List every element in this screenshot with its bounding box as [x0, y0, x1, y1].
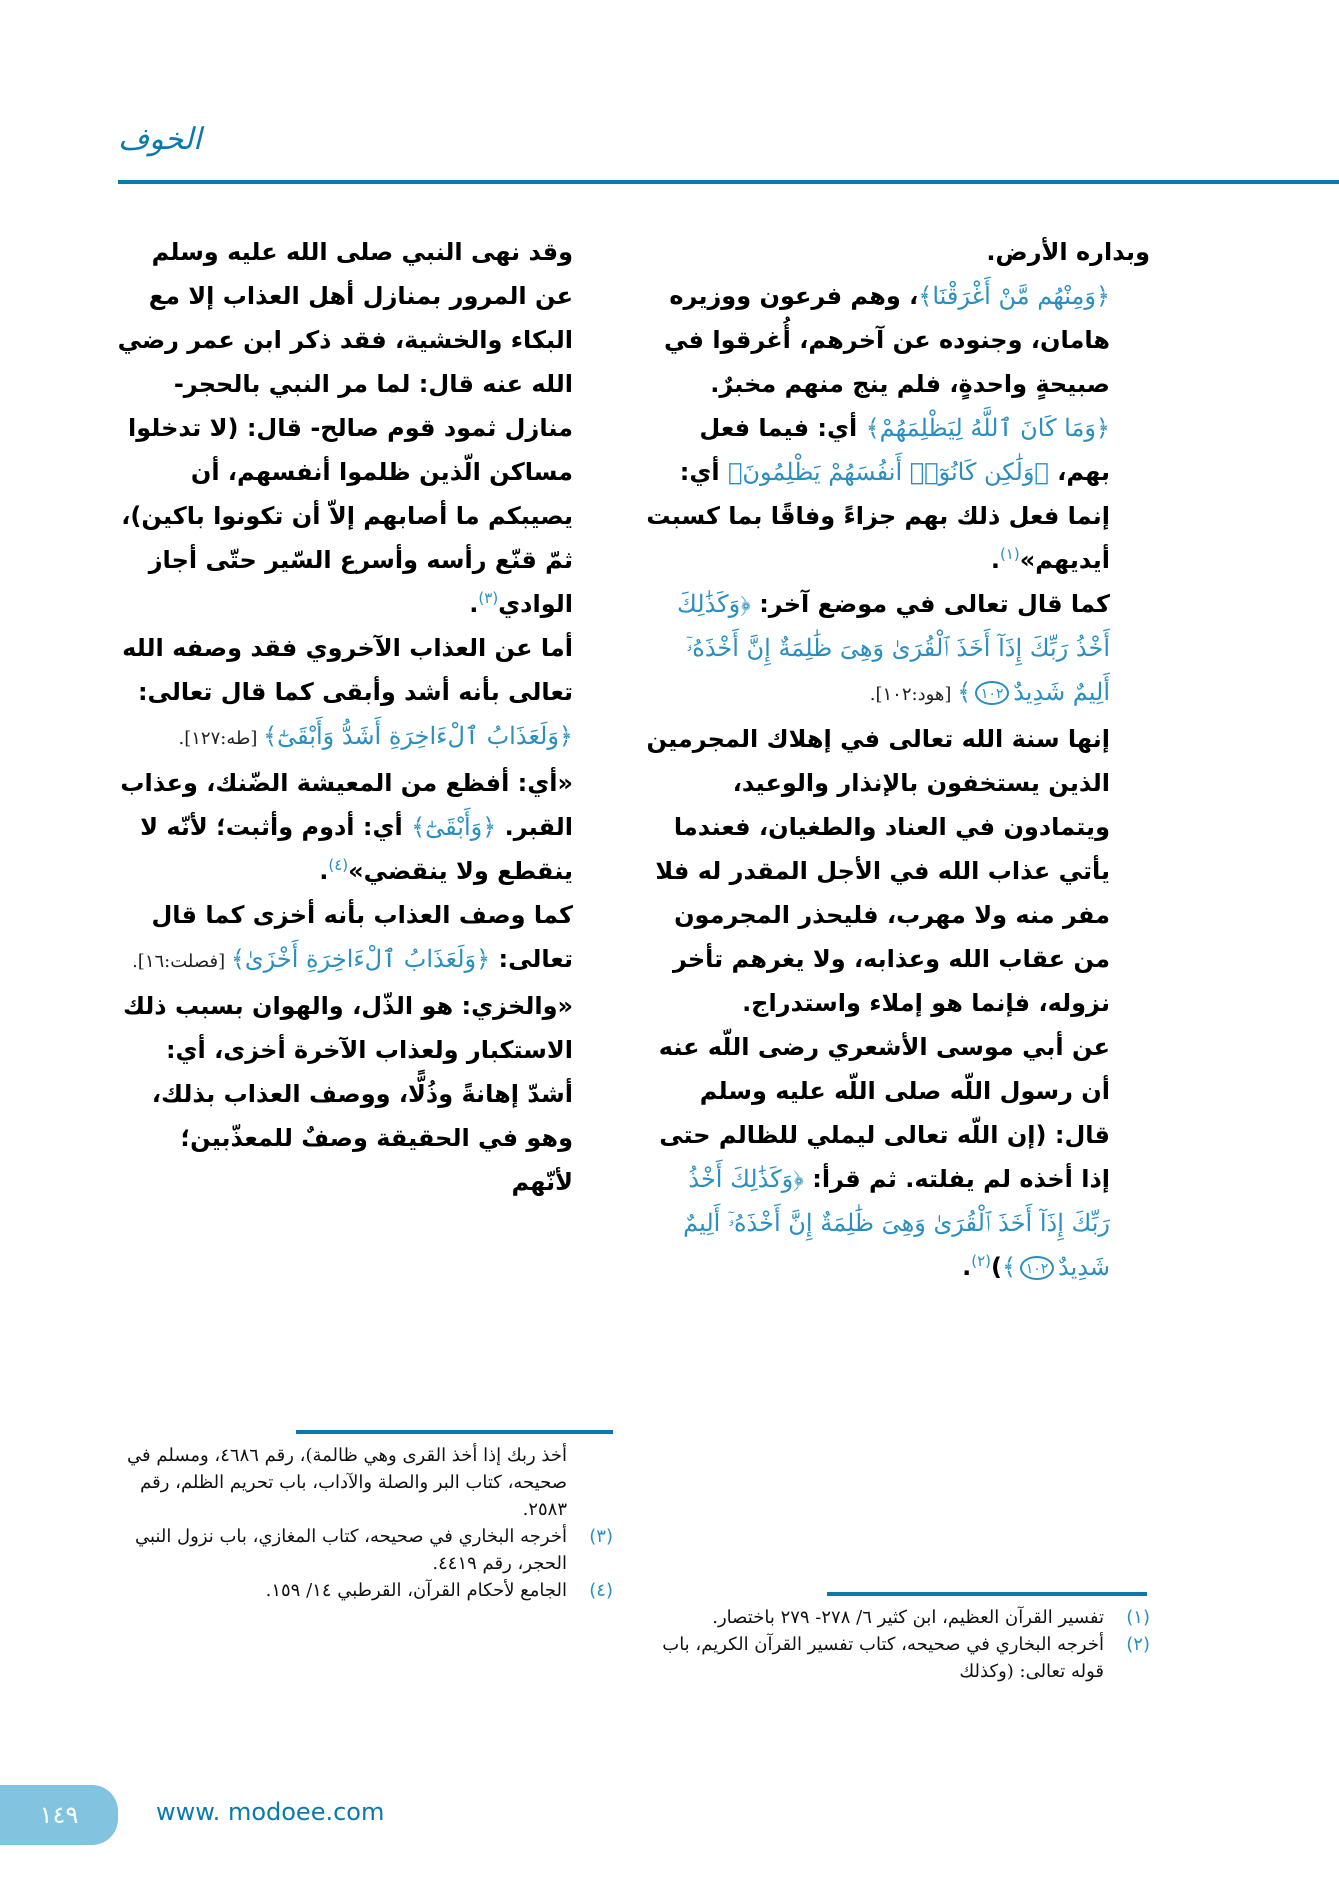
- quran-bracket: ﴾: [1001, 1253, 1017, 1281]
- footnote: [116, 1577, 613, 1604]
- footnotes-left: [116, 1442, 613, 1604]
- paragraph-text: إنها سنة الله تعالى في إهلاك المجرمين الذين يستخفون بالإنذار والوعيد، ويتمادون في العناد والطغيان، فعندما يأتي عذاب الله في الأجل المقدر له فلا مفر منه ولا مهرب، فليحذر المجرمون من عقاب الله وعذابه، ولا يغرهم تأخر نزوله، فإنما هو إملاء واستدراج.: [646, 725, 1110, 1017]
- footnote-number: (٢): [1126, 1634, 1150, 1655]
- ayah-number-icon: ١٠٢: [1020, 1256, 1054, 1280]
- paragraph-end: .: [319, 857, 329, 885]
- footnote-continuation: [116, 1442, 613, 1523]
- paragraph: [645, 582, 1150, 717]
- paragraph-text: أما عن العذاب الآخروي فقد وصفه الله تعالى بأنه أشد وأبقى كما قال تعالى:: [122, 634, 573, 706]
- footnote: [116, 1523, 613, 1577]
- footnote-number: (٣): [589, 1526, 613, 1547]
- left-column: [116, 230, 613, 1204]
- footnote-rule-left: [296, 1430, 613, 1434]
- quran-verse: ﴿وَمِنْهُم مَّنْ أَغْرَقْنَا﴾: [918, 282, 1110, 310]
- closing-paren: ): [990, 1253, 1002, 1281]
- right-column: [645, 230, 1150, 1289]
- paragraph: [645, 717, 1150, 1025]
- quran-verse: ﴿وَكَذَٰلِكَ أَخْذُ رَبِّكَ إِذَآ أَخَذَ ٱلْقُرَىٰ وَهِىَ ظَٰلِمَةٌ إِنَّ أَخْذَهُۥٓ أَلِيمٌ شَدِيدٌ: [683, 1165, 1110, 1281]
- footnote-text: الجامع لأحكام القرآن، القرطبي ١٤/ ١٥٩.: [265, 1580, 567, 1601]
- paragraph: [645, 274, 1150, 406]
- footnote-text: أخرجه البخاري في صحيحه، كتاب المغازي، باب نزول النبي الحجر، رقم ٤٤١٩.: [134, 1526, 567, 1574]
- paragraph-text: «أي: أفظع من المعيشة الضّنك، وعذاب القبر.: [120, 769, 573, 841]
- footnote-number: (٤): [589, 1580, 613, 1601]
- paragraph: [116, 230, 613, 626]
- surah-reference: [فصلت:١٦].: [132, 951, 231, 972]
- quran-verse: ﴿وَلَعَذَابُ ٱلْءَاخِرَةِ أَخْزَىٰ﴾: [230, 945, 491, 973]
- footnote-ref[interactable]: (١): [999, 545, 1020, 563]
- paragraph-text: وبداره الأرض.: [986, 238, 1150, 266]
- paragraph-end: .: [469, 590, 479, 618]
- footnote-text: أخذ ربك إذا أخذ القرى وهي ظالمة)، رقم ٤٦٨٦، ومسلم في صحيحه، كتاب البر والصلة والآداب، باب تحريم الظلم، رقم ٢٥٨٣.: [127, 1445, 567, 1520]
- surah-reference: [طه:١٢٧].: [178, 728, 264, 749]
- ayah-number-icon: ١٠٢: [975, 681, 1009, 705]
- paragraph-text: أي: أدوم وأثبت؛ لأنّه لا ينقطع ولا ينقضي»: [140, 813, 573, 885]
- paragraph-end: .: [990, 546, 1000, 574]
- paragraph-end: .: [962, 1253, 972, 1281]
- website-link[interactable]: www. modoee.com: [156, 1798, 385, 1826]
- paragraph-text: عن أبي موسى الأشعري رضى اللّه عنه أن رسول اللّه صلى اللّه عليه وسلم قال: (إن اللّه تعالى ليملي للظالم حتى إذا أخذه لم يفلته. ثم قرأ:: [658, 1033, 1110, 1193]
- paragraph: [116, 626, 613, 761]
- footnote: [650, 1631, 1150, 1685]
- footnote-text: أخرجه البخاري في صحيحه، كتاب تفسير القرآن الكريم، باب قوله تعالى: (وكذلك: [662, 1634, 1104, 1682]
- paragraph: [645, 230, 1150, 274]
- quran-verse: ﴿وَلَعَذَابُ ٱلْءَاخِرَةِ أَشَدُّ وَأَبْقَىٰٓ﴾: [263, 722, 573, 750]
- footnote-ref[interactable]: (٣): [478, 589, 499, 607]
- paragraph-text: كما وصف العذاب بأنه أخزى كما قال تعالى:: [151, 901, 573, 973]
- paragraph: [116, 893, 613, 984]
- paragraph: [116, 984, 613, 1204]
- footnote-rule-right: [827, 1592, 1147, 1596]
- paragraph-text: أي: إنما فعل ذلك بهم جزاءً وفاقًا بما كسبت أيديهم»: [646, 458, 1110, 574]
- quran-verse: ﴿وَكَذَٰلِكَ أَخْذُ رَبِّكَ إِذَآ أَخَذَ ٱلْقُرَىٰ وَهِىَ ظَٰلِمَةٌ إِنَّ أَخْذَهُۥٓ أَلِيمٌ شَدِيدٌ: [677, 590, 1110, 706]
- footnote-ref[interactable]: (٤): [328, 856, 349, 874]
- paragraph-text: ، وهم فرعون ووزيره هامان، وجنوده عن آخرهم، أُغرقوا في صبيحةٍ واحدةٍ، فلم ينج منهم مخبرٌ.: [663, 282, 1110, 398]
- footnote-text: تفسير القرآن العظيم، ابن كثير ٦/ ٢٧٨- ٢٧٩ باختصار.: [712, 1607, 1104, 1628]
- paragraph-text: وقد نهى النبي صلى الله عليه وسلم عن المرور بمنازل أهل العذاب إلا مع البكاء والخشية، فقد ذكر ابن عمر رضي الله عنه قال: لما مر النبي بالحجر- منازل ثمود قوم صالح- قال: (لا تدخلوا مساكن الّذين ظلموا أنفسهم، أن يصيبكم ما أصابهم إلاّ أن تكونوا باكين)، ثمّ قنّع رأسه وأسرع السّير حتّى أجاز الوادي: [117, 238, 573, 618]
- footnote-number: (١): [1126, 1607, 1150, 1628]
- paragraph: [645, 1025, 1150, 1289]
- footnote: [650, 1604, 1150, 1631]
- paragraph: [645, 406, 1150, 582]
- paragraph-text: كما قال تعالى في موضع آخر:: [750, 590, 1110, 618]
- footnotes-right: [650, 1604, 1150, 1685]
- surah-reference: [هود:١٠٢].: [869, 684, 958, 705]
- quran-verse: ﴿وَلَٰكِن كَانُوٓا۟ أَنفُسَهُمْ يَظْلِمُونَ﴾: [727, 458, 1049, 486]
- running-title: الخوف: [118, 122, 202, 157]
- page-number: ١٤٩: [0, 1785, 118, 1845]
- paragraph: [116, 761, 613, 893]
- quran-bracket: ﴾: [957, 678, 972, 706]
- quran-verse: ﴿وَمَا كَانَ ٱللَّهُ لِيَظْلِمَهُمْ﴾: [865, 414, 1110, 442]
- footnote-ref[interactable]: (٢): [971, 1252, 991, 1270]
- paragraph-text: أي: فيما فعل بهم،: [699, 414, 1110, 486]
- quran-verse: ﴿وَأَبْقَىٰٓ﴾: [411, 813, 497, 841]
- header-rule: [118, 180, 1339, 184]
- paragraph-text: «والخزي: هو الذّل، والهوان بسبب ذلك الاستكبار ولعذاب الآخرة أخزى، أي: أشدّ إهانةً وذُلًّا، ووصف العذاب بذلك، وهو في الحقيقة وصفٌ للمعذّبين؛ لأنّهم: [122, 992, 573, 1196]
